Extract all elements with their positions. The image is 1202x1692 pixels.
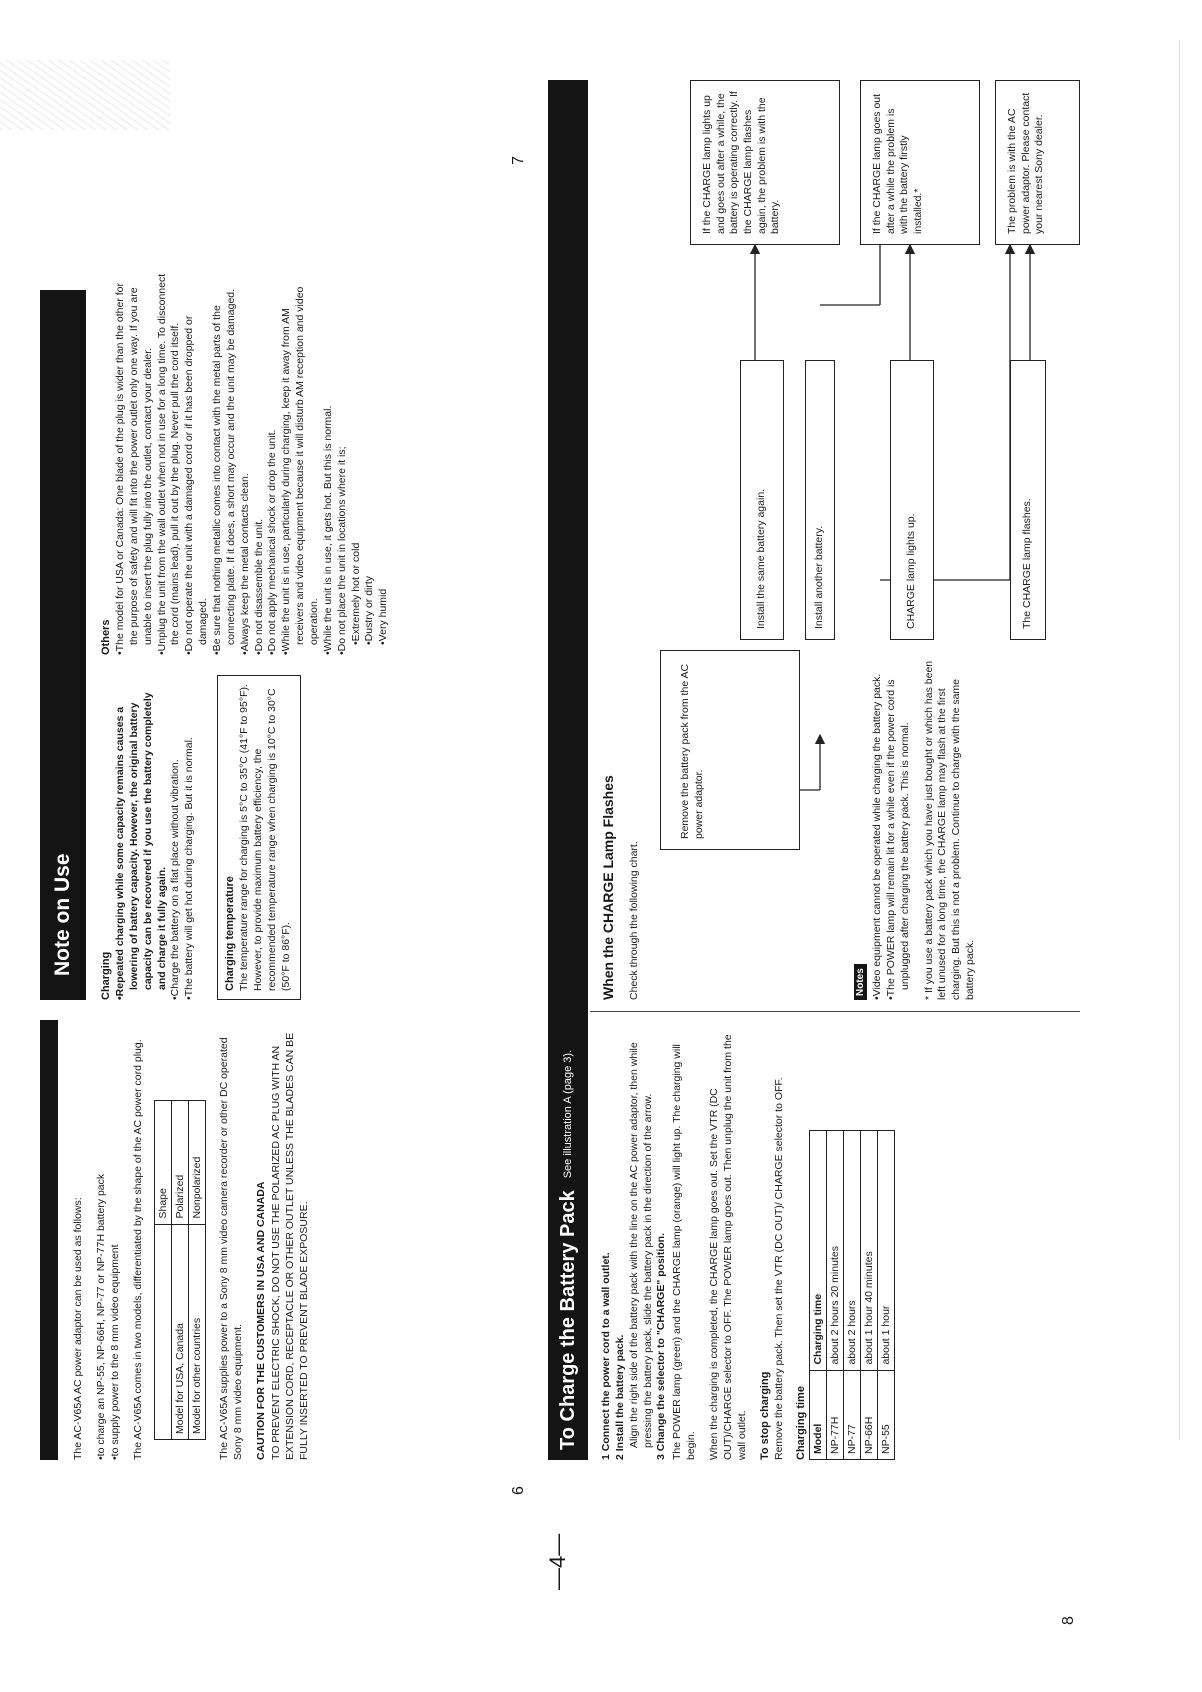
- flashes-title: When the CHARGE Lamp Flashes: [600, 775, 616, 1000]
- table-cell: about 1 hour: [878, 1131, 895, 1371]
- others-bullet: • Always keep the metal contacts clean.: [239, 270, 253, 655]
- others-bullet: • Do not disassemble the unit.: [253, 270, 267, 655]
- notes-label: Notes: [854, 964, 867, 1000]
- flow-box-same-battery: Install the same battery again.: [740, 360, 784, 640]
- power-lamp-text: The POWER lamp (green) and the CHARGE lamp (orange) will light up. The charging will begin.: [671, 1044, 698, 1460]
- table-cell: NP-66H: [861, 1370, 878, 1459]
- table-cell: Polarized: [172, 1101, 189, 1225]
- note-bullet: • The POWER lamp will remain lit for a while even if the power cord is unplugged after charging the battery pack. This is normal.: [885, 660, 913, 1000]
- notes-bullets: [871, 660, 913, 1000]
- charging-bullet: • Charge the battery on a flat place without vibration.: [169, 675, 183, 1000]
- others-bullet: • Do not place the unit in locations where it is;: [336, 270, 350, 655]
- table-cell: NP-77H: [827, 1370, 844, 1459]
- step-1-text: Connect the power cord to a wall outlet.: [600, 1252, 612, 1452]
- charging-time-heading: Charging time: [795, 1386, 808, 1460]
- rotated-spread: [0, 80, 1100, 1640]
- charge-complete-text: When the charging is completed, the CHARGE lamp goes out. Set the VTR (DC OUT)/CHARGE selector to OFF. The POWER lamp goes out. Then unplug the unit from the wall outlet.: [708, 1034, 748, 1460]
- charge-title: To Charge the Battery Pack: [556, 1190, 579, 1450]
- charging-bullet: • The battery will get hot during charging. But it is normal.: [183, 675, 197, 1000]
- table-row: [172, 1101, 189, 1440]
- step-2-text: Install the battery pack.: [613, 1334, 626, 1452]
- result-box-3: The problem is with the AC power adaptor. Please contact your nearest Sony dealer.: [995, 80, 1080, 245]
- note-on-use-title: Note on Use: [51, 853, 74, 976]
- stop-heading: To stop charging: [758, 1371, 771, 1460]
- others-dash: • Extremely hot or cold: [350, 270, 364, 645]
- charge-bar: [548, 80, 588, 1460]
- step-1: 1 Connect the power cord to a wall outlet.: [600, 1252, 612, 1460]
- table-cell: Model: [810, 1370, 827, 1459]
- charging-column: [100, 675, 301, 1000]
- intro-p1: The AC-V65A AC power adaptor can be used as follows:: [72, 1197, 84, 1460]
- flow-box-another-battery: Install another battery.: [805, 360, 835, 640]
- others-bullet: • Do not operate the unit with a damaged cord or if it has been dropped or damaged.: [183, 270, 211, 655]
- column-divider: [590, 1011, 1080, 1012]
- charging-bullets: [114, 675, 197, 1000]
- others-dash: • Dustry or dirty: [363, 270, 377, 645]
- charging-time-table: [809, 1130, 895, 1460]
- others-column: [100, 270, 391, 655]
- flashes-intro: Check through the following chart.: [628, 841, 640, 1000]
- temperature-box: [217, 675, 300, 1000]
- intro-p3: The AC-V65A supplies power to a Sony 8 mm video camera recorder or other DC operated Sony 8 mm video equipment.: [218, 1037, 245, 1460]
- flow-box-lamp-flashes: The CHARGE lamp flashes.: [1010, 360, 1046, 640]
- page-number-center: —4—: [545, 1533, 570, 1590]
- table-row: [189, 1101, 206, 1440]
- others-bullet: • While the unit is in use, particularly during charging, keep it away from AM receivers and video equipment because it will disturb AM reception and video operation.: [280, 270, 322, 655]
- intro-bullets: [95, 1020, 123, 1460]
- table-header-row: [155, 1101, 172, 1440]
- table-cell: about 2 hours 20 minutes: [827, 1131, 844, 1371]
- table-cell: [155, 1224, 172, 1439]
- table-cell: Model for other countries: [189, 1224, 206, 1439]
- others-bullet: • Be sure that nothing metallic comes into contact with the metal parts of the connecting plate. If it does, a short may occur and the unit may be damaged.: [211, 270, 239, 655]
- others-bullet: • Do not apply mechanical shock or drop the unit.: [266, 270, 280, 655]
- table-cell: about 1 hour 40 minutes: [861, 1131, 878, 1371]
- step-2: 2 Install the battery pack.: [613, 1334, 626, 1460]
- table-cell: NP-77: [844, 1370, 861, 1459]
- others-bullets: [114, 270, 350, 655]
- charge-subtitle: See illustration A (page 3).: [562, 1049, 574, 1179]
- intro-bullet: • to charge an NP-55, NP-66H, NP-77 or NP-77H battery pack: [95, 1020, 109, 1460]
- temperature-text: The temperature range for charging is 5°C to 35°C (41°F to 95°F). However, to provide maximum battery efficiency, the recommended temperature range when charging is 10°C to 30°C (50°F to 86°F).: [238, 684, 292, 991]
- step-3: 3 Change the selector to "CHARGE" position.: [655, 1233, 668, 1460]
- left-header-bar: [40, 1020, 58, 1460]
- flow-box-lamp-lights: CHARGE lamp lights up.: [890, 360, 934, 640]
- step-2-desc: Align the right side of the battery pack with the line on the AC power adaptor, then while pressing the battery pack, slide the battery pack in the direction of the arrow.: [627, 1042, 654, 1448]
- table-cell: Model for USA, Canada: [172, 1224, 189, 1439]
- caution-title: CAUTION FOR THE CUSTOMERS IN USA AND CANADA: [255, 1181, 268, 1460]
- others-bullet: • Unplug the unit from the wall outlet when not in use for a long time. To disconnect the cord (mains lead), pull it out by the plug. Never pull the cord itself.: [156, 270, 184, 655]
- table-cell: NP-55: [878, 1370, 895, 1459]
- page-crease: [1176, 40, 1180, 1440]
- others-bullet: • The model for USA or Canada: One blade of the plug is wider than the other for the purpose of safety and will fit into the power outlet only one way. If you are unable to insert the plug fully into the outlet, contact your dealer.: [114, 270, 156, 655]
- others-dash: • Very humid: [377, 270, 391, 645]
- table-cell: Shape: [155, 1101, 172, 1225]
- others-bullet: • While the unit is in use, it gets hot. But this is normal.: [322, 270, 336, 655]
- model-table: [154, 1100, 206, 1440]
- footnote: * If you use a battery pack which you have just bought or which has been left unused for a long time, the CHARGE lamp may flash at the first charging. But this is not a problem. Continue to charge with the same battery pack.: [922, 660, 977, 1000]
- charging-heading: Charging: [100, 951, 112, 1000]
- note-on-use-bar: [40, 290, 86, 1000]
- stop-text: Remove the battery pack. Then set the VTR (DC OUT)/ CHARGE selector to OFF.: [772, 1077, 785, 1460]
- table-cell: Charging time: [810, 1131, 827, 1371]
- intro-bullet: • to supply power to the 8 mm video equipment: [109, 1020, 123, 1460]
- table-row: [878, 1131, 895, 1460]
- temperature-heading: Charging temperature: [224, 876, 237, 991]
- table-row: [861, 1131, 878, 1460]
- table-row: [844, 1131, 861, 1460]
- others-dashes: [350, 270, 392, 655]
- notes-section: [850, 660, 987, 1000]
- intro-column: [72, 1020, 321, 1460]
- table-cell: about 2 hours: [844, 1131, 861, 1371]
- table-row: [827, 1131, 844, 1460]
- page-number-bottom: 8: [1060, 1616, 1077, 1625]
- page-number-left: 6: [510, 1486, 527, 1495]
- charge-column: [600, 1030, 895, 1460]
- step-3-text: Change the selector to "CHARGE" position.: [655, 1233, 668, 1452]
- caution-text: TO PREVENT ELECTRIC SHOCK, DO NOT USE THE POLARIZED AC PLUG WITH AN EXTENSION CORD, RECEPTACLE OR OTHER OUTLET UNLESS THE BLADES CAN BE FULLY INSERTED TO PREVENT BLADE EXPOSURE.: [270, 1032, 310, 1460]
- note-bullet: • Video equipment cannot be operated while charging the battery pack.: [871, 660, 885, 1000]
- intro-p2: The AC-V65A comes in two models, differentiated by the shape of the AC power cord plug.: [131, 1039, 144, 1460]
- page-number-right: 7: [510, 156, 527, 165]
- others-heading: Others: [100, 619, 112, 655]
- charging-bold-bullet: • Repeated charging while some capacity remains causes a lowering of battery capacity. However, the original battery capacity can be recovered if you use the battery completely and charge it fully again.: [114, 675, 169, 1000]
- result-box-1: If the CHARGE lamp lights up and goes out after a while, the battery is operating correctly. If the CHARGE lamp flashes again, the problem is with the battery.: [690, 80, 840, 245]
- flow-box-remove: Remove the battery pack from the AC power adaptor.: [660, 650, 800, 850]
- result-box-2: If the CHARGE lamp goes out after a while the problem is with the battery firstly installed.*: [860, 80, 980, 245]
- table-cell: Nonpolarized: [189, 1101, 206, 1225]
- table-header-row: [810, 1131, 827, 1460]
